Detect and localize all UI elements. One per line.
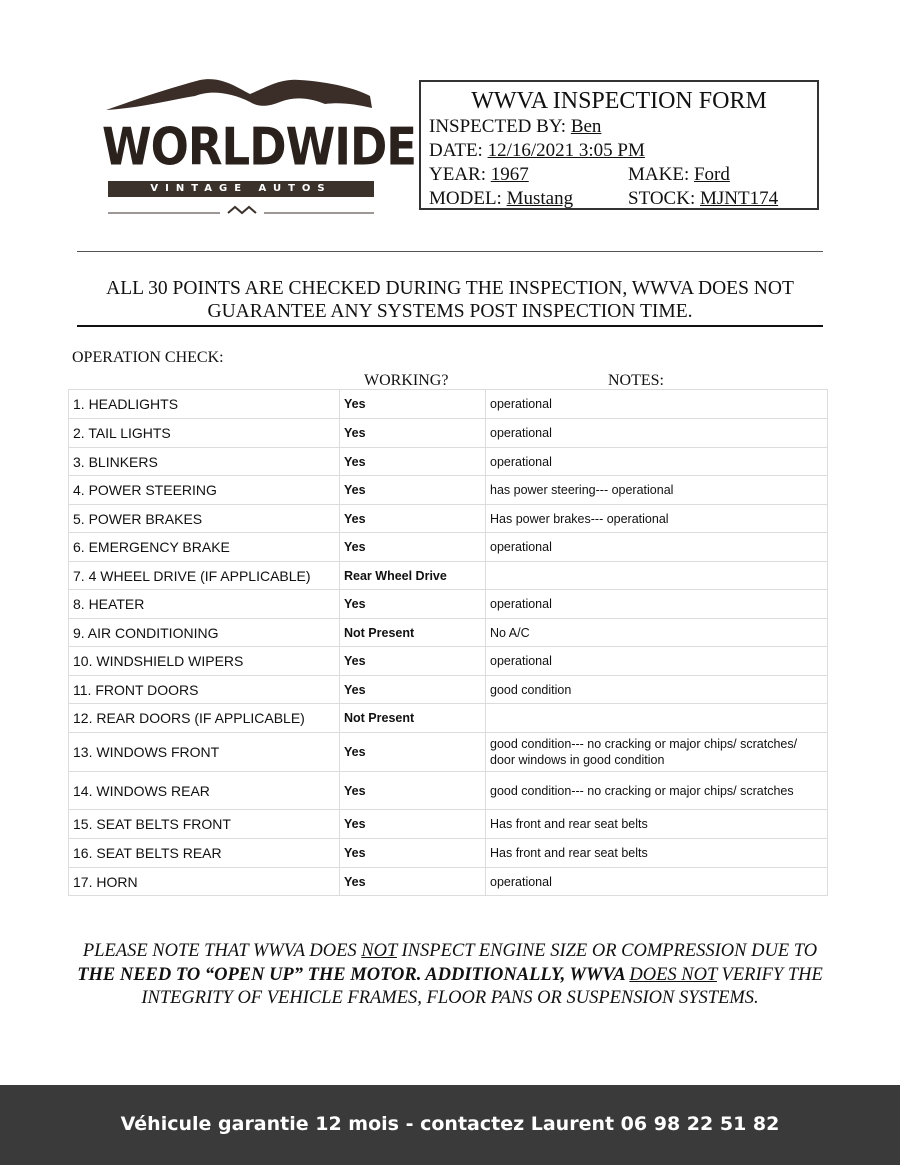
year-row [429,164,529,186]
check-working: Yes [340,676,486,704]
check-working: Yes [340,810,486,839]
working-column-header: WORKING? [364,372,449,389]
stock-value: MJNT174 [699,188,779,209]
disclaimer [70,940,830,1011]
table-row [69,448,828,476]
check-item: 6. EMERGENCY BRAKE [69,533,340,562]
check-item: 13. WINDOWS FRONT [69,733,340,772]
table-row [69,704,828,733]
check-working: Not Present [340,619,486,647]
notice-line-2: GUARANTEE ANY SYSTEMS POST INSPECTION TIME. [207,301,693,322]
check-notes [486,562,828,590]
check-working: Yes [340,390,486,419]
check-item: 7. 4 WHEEL DRIVE (IF APPLICABLE) [69,562,340,590]
table-row [69,505,828,533]
check-notes: good condition [486,676,828,704]
check-item: 16. SEAT BELTS REAR [69,839,340,868]
check-notes: operational [486,419,828,448]
check-notes: good condition--- no cracking or major chips/ scratches/ door windows in good condition [486,733,828,772]
inspection-notice [77,277,823,323]
disclaimer-text-2: INSPECT ENGINE SIZE OR COMPRESSION DUE TO [396,941,818,961]
check-working: Yes [340,647,486,676]
check-working: Yes [340,868,486,896]
table-row [69,476,828,505]
check-working: Yes [340,476,486,505]
check-item: 5. POWER BRAKES [69,505,340,533]
check-item: 9. AIR CONDITIONING [69,619,340,647]
check-working: Yes [340,505,486,533]
table-row [69,676,828,704]
date-value: 12/16/2021 3:05 PM [487,140,645,161]
check-working: Yes [340,533,486,562]
check-working: Yes [340,590,486,619]
check-notes: operational [486,533,828,562]
year-value: 1967 [490,164,529,185]
notice-line-1: ALL 30 POINTS ARE CHECKED DURING THE INSPECTION, WWVA DOES NOT [106,278,794,299]
date-row [429,140,645,162]
model-label: MODEL: [429,188,502,209]
disclaimer-text-4: VERIFY THE INTEGRITY OF VEHICLE FRAMES, FLOOR PANS OR SUSPENSION SYSTEMS. [141,964,823,1008]
year-label: YEAR: [429,164,486,185]
check-notes: operational [486,868,828,896]
check-item: 8. HEATER [69,590,340,619]
check-item: 4. POWER STEERING [69,476,340,505]
check-notes: Has front and rear seat belts [486,839,828,868]
logo-wordmark: WORLDWIDE [102,116,417,177]
stock-label: STOCK: [628,188,696,209]
check-notes: operational [486,390,828,419]
notice-divider [77,325,823,327]
table-row [69,419,828,448]
date-label: DATE: [429,140,483,161]
table-row [69,619,828,647]
check-working: Yes [340,772,486,810]
check-item: 11. FRONT DOORS [69,676,340,704]
check-working: Yes [340,448,486,476]
check-notes: No A/C [486,619,828,647]
inspected-by-value: Ben [570,116,602,137]
table-row [69,810,828,839]
table-row [69,772,828,810]
check-notes: good condition--- no cracking or major chips/ scratches [486,772,828,810]
stock-row [628,188,778,210]
model-value: Mustang [506,188,574,209]
table-row [69,868,828,896]
check-item: 2. TAIL LIGHTS [69,419,340,448]
check-notes: has power steering--- operational [486,476,828,505]
check-notes: operational [486,590,828,619]
disclaimer-not: NOT [361,941,397,961]
make-row [628,164,730,186]
check-item: 17. HORN [69,868,340,896]
check-notes: operational [486,647,828,676]
check-item: 12. REAR DOORS (IF APPLICABLE) [69,704,340,733]
table-row [69,647,828,676]
table-row [69,390,828,419]
notes-column-header: NOTES: [608,372,664,389]
check-item: 3. BLINKERS [69,448,340,476]
company-logo [100,68,417,218]
check-item: 15. SEAT BELTS FRONT [69,810,340,839]
operation-check-heading: OPERATION CHECK: [72,349,224,366]
inspected-by-label: INSPECTED BY: [429,116,567,137]
footer-banner: Véhicule garantie 12 mois - contactez Laurent 06 98 22 51 82 [0,1085,900,1165]
form-title: WWVA INSPECTION FORM [471,88,767,114]
table-row [69,590,828,619]
check-working: Rear Wheel Drive [340,562,486,590]
disclaimer-text-1: PLEASE NOTE THAT WWVA DOES [82,941,362,961]
check-working: Not Present [340,704,486,733]
check-working: Yes [340,419,486,448]
check-notes: Has front and rear seat belts [486,810,828,839]
check-working: Yes [340,839,486,868]
check-item: 14. WINDOWS REAR [69,772,340,810]
check-item: 1. HEADLIGHTS [69,390,340,419]
table-row [69,733,828,772]
check-item: 10. WINDSHIELD WIPERS [69,647,340,676]
operation-check-table [68,389,828,896]
check-notes: Has power brakes--- operational [486,505,828,533]
model-row [429,188,573,210]
check-working: Yes [340,733,486,772]
inspection-header-box [419,80,819,210]
make-value: Ford [693,164,730,185]
disclaimer-does-not: DOES NOT [629,964,717,985]
table-row [69,562,828,590]
table-row [69,839,828,868]
inspected-by-row [429,116,601,138]
check-notes: operational [486,448,828,476]
table-row [69,533,828,562]
logo-tagline: VINTAGE AUTOS [108,181,374,197]
check-notes [486,704,828,733]
make-label: MAKE: [628,164,690,185]
disclaimer-text-3: THE NEED TO “OPEN UP” THE MOTOR. ADDITIONALLY, WWVA [77,964,630,985]
top-divider [77,251,823,252]
